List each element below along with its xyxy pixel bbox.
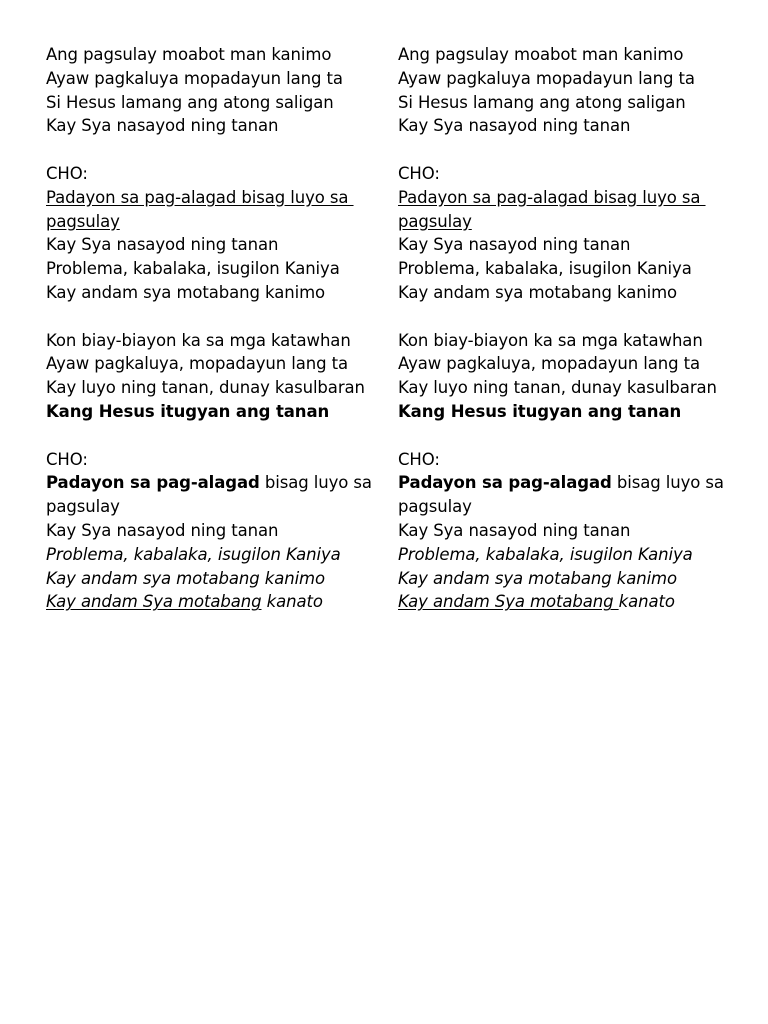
stanza-gap [398,305,738,329]
lyric-line: Problema, kabalaka, isugilon Kaniya [398,544,693,564]
lyric-bold-segment: Padayon sa pag-alagad [398,473,612,493]
lyric-line: Problema, kabalaka, isugilon Kaniya [46,259,340,279]
chorus-1 [46,162,386,305]
chorus-1 [398,162,738,305]
lyric-line [46,471,386,495]
lyric-segment: bisag luyo sa [611,473,724,493]
chorus-2 [398,448,738,615]
lyric-line: Ang pagsulay moabot man kanimo [46,45,332,64]
lyric-line: Kon biay-biayon ka sa mga katawhan [398,330,703,350]
lyric-segment: bisag luyo sa [259,473,372,493]
lyric-line: Kay Sya nasayod ning tanan [398,116,631,136]
lyric-line: Ayaw pagkaluya mopadayun lang ta [46,68,343,88]
lyric-line: Kang Hesus itugyan ang tanan [46,401,330,421]
lyric-line: Ang pagsulay moabot man kanimo [398,45,684,64]
verse-1 [398,43,738,138]
lyric-segment: kanato [261,592,323,612]
verse-2 [398,329,738,424]
lyric-line: Padayon sa pag-alagad bisag luyo sa [398,187,706,207]
chorus-label: CHO: [46,449,88,469]
lyric-line: pagsulay [46,497,120,517]
lyric-line: pagsulay [46,211,120,231]
lyric-line: Kay andam sya motabang kanimo [46,568,326,588]
stanza-gap [46,305,386,329]
lyric-line: Problema, kabalaka, isugilon Kaniya [398,259,692,279]
lyric-line: Ayaw pagkaluya, mopadayun lang ta [398,354,701,374]
lyric-line: Kay Sya nasayod ning tanan [46,116,279,136]
chorus-label: CHO: [46,163,88,183]
lyric-line: pagsulay [398,497,472,517]
lyric-line: Kay Sya nasayod ning tanan [398,235,631,255]
chorus-label: CHO: [398,449,440,469]
lyric-line: Kon biay-biayon ka sa mga katawhan [46,330,351,350]
lyric-line: Ayaw pagkaluya, mopadayun lang ta [46,354,349,374]
lyric-line: Kay luyo ning tanan, dunay kasulbaran [46,378,365,398]
stanza-gap [398,424,738,448]
lyric-line [46,590,386,614]
lyric-line: Si Hesus lamang ang atong saligan [46,92,334,112]
lyrics-column-right [398,43,738,614]
lyrics-column-left [46,43,386,614]
lyric-line: Kay andam sya motabang kanimo [46,282,326,302]
stanza-gap [46,424,386,448]
lyric-line: Si Hesus lamang ang atong saligan [398,92,686,112]
lyric-line: Kay Sya nasayod ning tanan [46,520,279,540]
lyric-bold-segment: Padayon sa pag-alagad [46,473,260,493]
lyric-line: Kay andam sya motabang kanimo [398,568,678,588]
lyric-line: Padayon sa pag-alagad bisag luyo sa [46,187,354,207]
lyric-line [398,590,738,614]
lyric-line: Kay andam sya motabang kanimo [398,282,678,302]
chorus-2 [46,448,386,615]
lyric-line: Kay Sya nasayod ning tanan [398,520,631,540]
lyric-line: Ayaw pagkaluya mopadayun lang ta [398,68,695,88]
lyric-line: Kang Hesus itugyan ang tanan [398,401,682,421]
verse-2 [46,329,386,424]
lyric-line: Problema, kabalaka, isugilon Kaniya [46,544,341,564]
lyric-line: pagsulay [398,211,472,231]
lyric-underlined-segment: Kay andam Sya motabang [398,592,619,612]
lyric-segment: kanato [618,592,675,612]
chorus-label: CHO: [398,163,440,183]
verse-1 [46,43,386,138]
lyric-line: Kay luyo ning tanan, dunay kasulbaran [398,378,717,398]
lyric-line [398,471,738,495]
lyric-line: Kay Sya nasayod ning tanan [46,235,279,255]
stanza-gap [46,138,386,162]
stanza-gap [398,138,738,162]
lyric-underlined-segment: Kay andam Sya motabang [46,592,262,612]
